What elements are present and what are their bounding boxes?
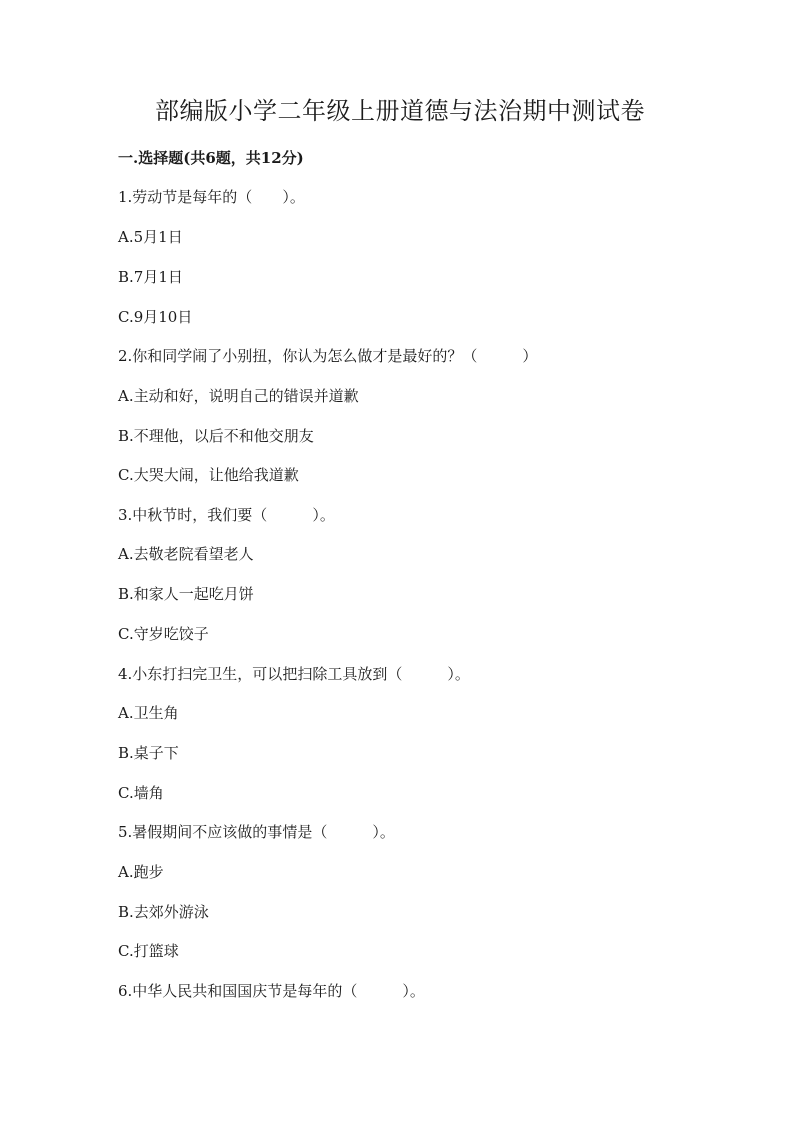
question-1-option-a: A.5月1日 xyxy=(118,228,183,246)
document-title: 部编版小学二年级上册道德与法治期中测试卷 xyxy=(155,97,645,125)
question-2-option-c: C.大哭大闹，让他给我道歉 xyxy=(118,466,299,484)
question-1-option-b: B.7月1日 xyxy=(118,268,183,286)
question-5-option-c: C.打篮球 xyxy=(118,942,179,960)
question-4-option-c: C.墙角 xyxy=(118,784,164,802)
question-2-stem: 2.你和同学闹了小别扭，你认为怎么做才是最好的？（ ） xyxy=(118,347,538,365)
question-1-stem: 1.劳动节是每年的（ ）。 xyxy=(118,188,305,206)
question-5-stem: 5.暑假期间不应该做的事情是（ ）。 xyxy=(118,823,395,841)
question-4-stem: 4.小东打扫完卫生，可以把扫除工具放到（ ）。 xyxy=(118,665,470,683)
question-3-option-c: C.守岁吃饺子 xyxy=(118,625,209,643)
question-2-option-a: A.主动和好，说明自己的错误并道歉 xyxy=(118,387,359,405)
question-4-option-b: B.桌子下 xyxy=(118,744,179,762)
question-2-option-b: B.不理他，以后不和他交朋友 xyxy=(118,427,314,445)
question-3-stem: 3.中秋节时，我们要（ ）。 xyxy=(118,506,335,524)
question-4-option-a: A.卫生角 xyxy=(118,704,179,722)
question-6-stem: 6.中华人民共和国国庆节是每年的（ ）。 xyxy=(118,982,425,1000)
question-5-option-a: A.跑步 xyxy=(118,863,164,881)
question-3-option-b: B.和家人一起吃月饼 xyxy=(118,585,254,603)
question-5-option-b: B.去郊外游泳 xyxy=(118,903,209,921)
question-3-option-a: A.去敬老院看望老人 xyxy=(118,545,254,563)
section-heading: 一.选择题(共6题，共12分) xyxy=(118,149,304,167)
question-1-option-c: C.9月10日 xyxy=(118,308,193,326)
